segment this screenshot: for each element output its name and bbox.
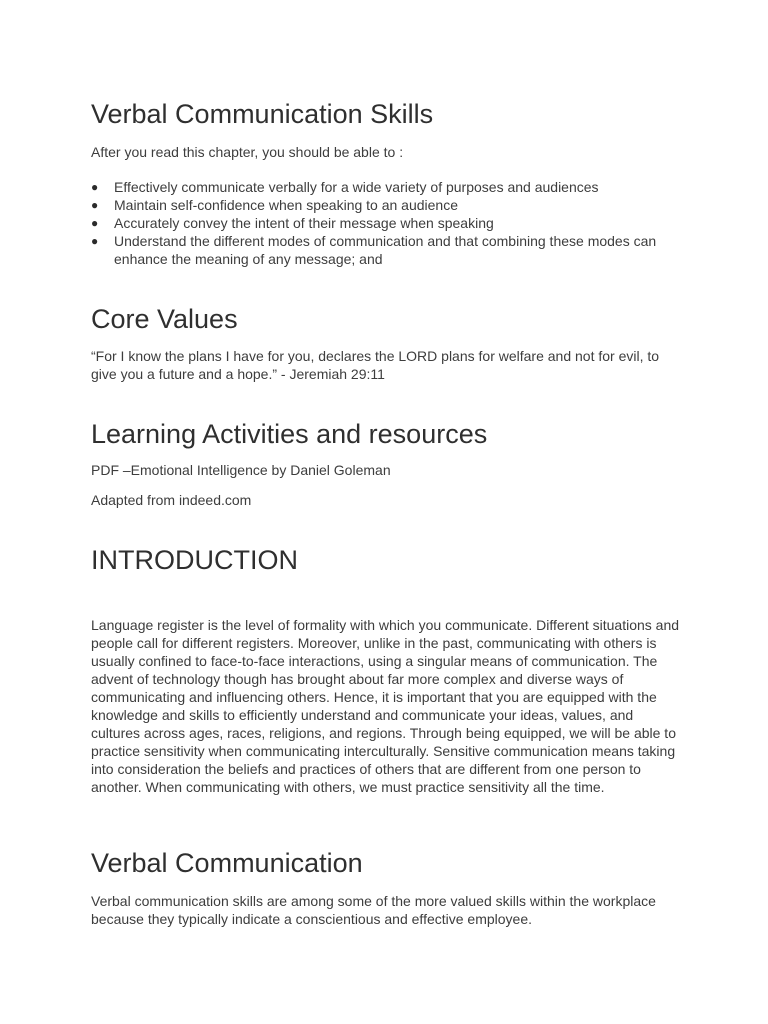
list-item-text: Maintain self-confidence when speaking to an audience [114, 197, 459, 213]
resource-pdf: PDF –Emotional Intelligence by Daniel Goleman [91, 462, 391, 478]
list-item-text: Accurately convey the intent of their message when speaking [114, 215, 494, 231]
verbal-communication-body: Verbal communication skills are among some of the more valued skills within the workplace because they typically indicate a conscientious and effective employee. [91, 893, 656, 927]
list-item-text: Understand the different modes of communication and that combining these modes can enhance the meaning of any message; and [114, 233, 657, 267]
bullet-icon: ● [91, 180, 99, 194]
list-item [91, 196, 681, 214]
introduction-heading: INTRODUCTION [91, 545, 298, 575]
bullet-icon: ● [91, 234, 99, 248]
list-item [91, 178, 681, 196]
bullet-icon: ● [91, 216, 99, 230]
list-item [91, 214, 681, 232]
bullet-icon: ● [91, 198, 99, 212]
list-item [91, 232, 681, 268]
list-item-text: Effectively communicate verbally for a wide variety of purposes and audiences [114, 179, 599, 195]
resource-source: Adapted from indeed.com [91, 492, 252, 508]
introduction-body: Language register is the level of formality with which you communicate. Different situations and people call for different registers. Moreover, unlike in the past, communicating with others is usually confined to face-to-face interactions, using a singular means of communication. The advent of technology though has brought about far more complex and diverse ways of communicating and influencing others. Hence, it is important that you are equipped with the knowledge and skills to efficiently understand and communicate your ideas, values, and cultures across ages, races, religions, and regions. Through being equipped, we will be able to practice sensitivity when communicating interculturally. Sensitive communication means taking into consideration the beliefs and practices of others that are different from one person to another. When communicating with others, we must practice sensitivity all the time. [91, 617, 680, 795]
page-title: Verbal Communication Skills [91, 99, 434, 129]
core-values-heading: Core Values [91, 304, 238, 334]
core-values-quote: “For I know the plans I have for you, declares the LORD plans for welfare and not for evil, to give you a future and a hope.” - Jeremiah 29:11 [91, 348, 660, 382]
intro-text: After you read this chapter, you should be able to : [91, 144, 404, 160]
verbal-communication-heading: Verbal Communication [91, 848, 363, 878]
learning-activities-heading: Learning Activities and resources [91, 419, 488, 449]
objectives-list [91, 178, 681, 268]
